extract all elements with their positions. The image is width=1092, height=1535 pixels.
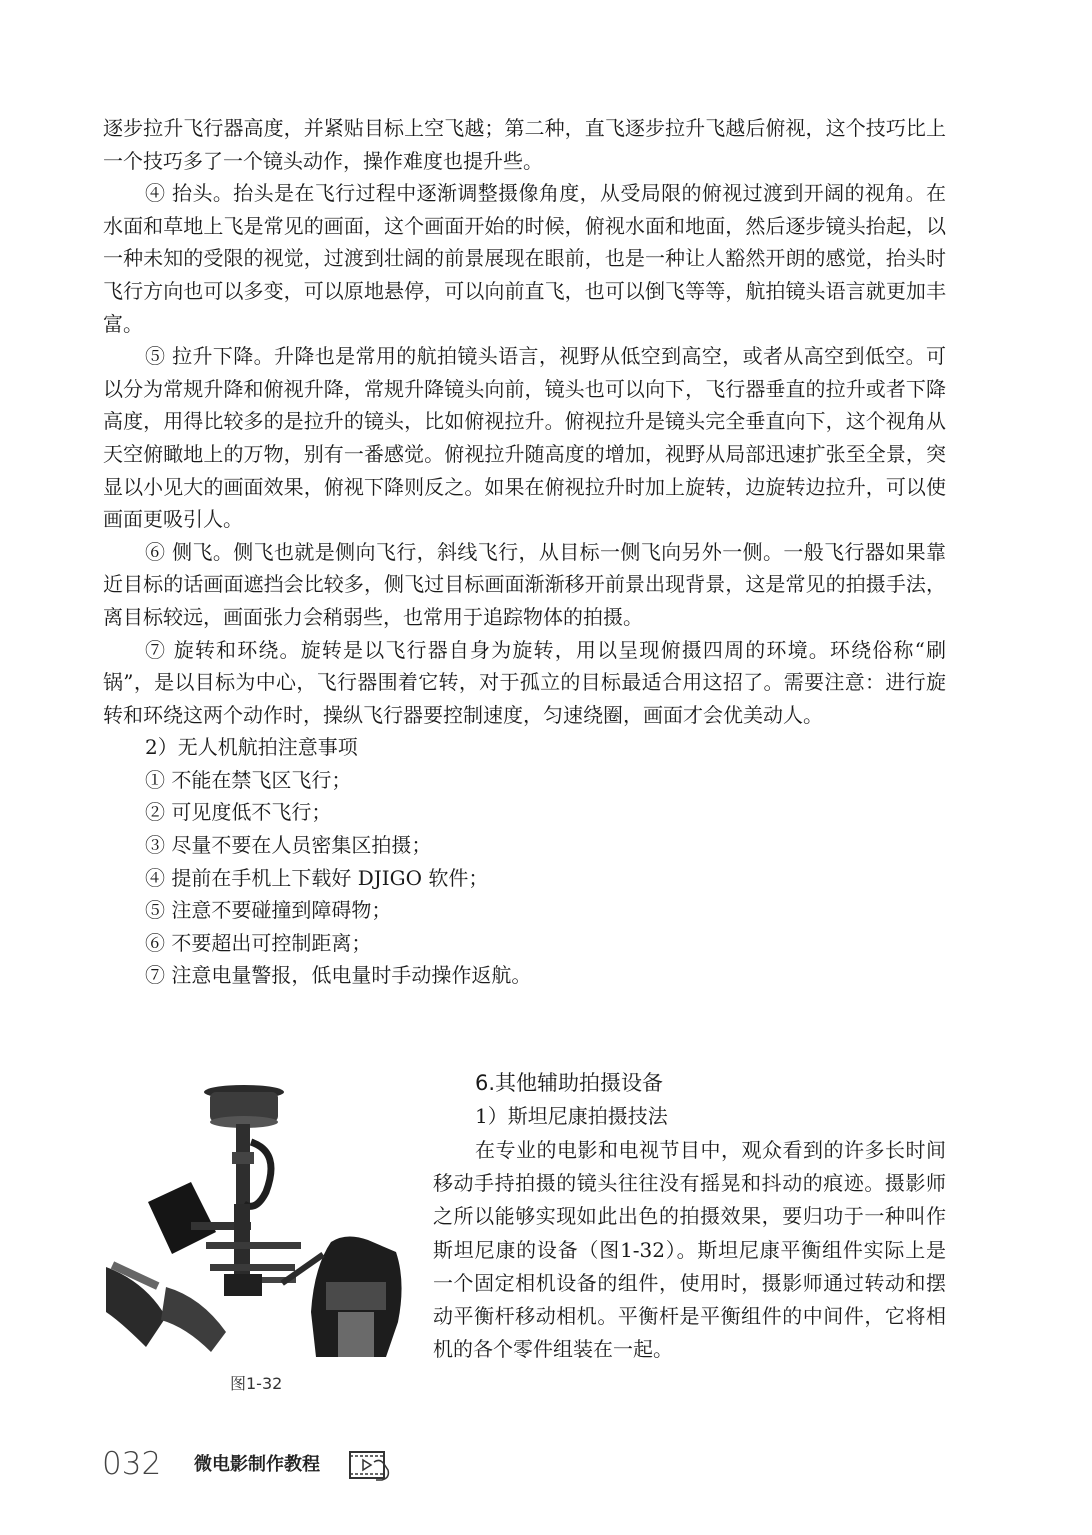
paragraph-rotate-orbit: ⑦ 旋转和环绕。旋转是以飞行器自身为旋转，用以呈现俯摄四周的环境。环绕俗称“刷锅”，是以目标为中心，飞行器围着它转，对于孤立的目标最适合用这招了。需要注意：进行旋转和环绕这两个动作时，操纵飞行器要控制速度，匀速绕圈，画面才会优美动人。 — [103, 637, 946, 727]
steadicam-figure — [106, 1082, 406, 1357]
section-heading: 6.其他辅助拍摄设备 — [475, 1071, 664, 1095]
page-number: 032 — [102, 1446, 162, 1482]
note-item: ④ 提前在手机上下载好 DJIGO 软件； — [145, 865, 489, 890]
film-play-icon — [348, 1448, 396, 1482]
note-item: ⑥ 不要超出可控制距离； — [145, 930, 372, 955]
steadicam-paragraph: 在专业的电影和电视节目中，观众看到的许多长时间移动手持拍摄的镜头往往没有摇晃和抖动的痕迹。摄影师之所以能够实现如此出色的拍摄效果，要归功于一种叫作斯坦尼康的设备（图1-32）。斯坦尼康平衡组件实际上是一个固定相机设备的组件，使用时，摄影师通过转动和摆动平衡杆移动相机。平衡杆是平衡组件的中间件，它将相机的各个零件组装在一起。 — [433, 1138, 946, 1362]
subsection-heading: 1）斯坦尼康拍摄技法 — [475, 1104, 668, 1128]
note-item: ③ 尽量不要在人员密集区拍摄； — [145, 833, 432, 858]
paragraph-side-flight: ⑥ 侧飞。侧飞也就是侧向飞行，斜线飞行，从目标一侧飞向另外一侧。一般飞行器如果靠近目标的话画面遮挡会比较多，侧飞过目标画面渐渐移开前景出现背景，这是常见的拍摄手法，离目标较远，画面张力会稍弱些，也常用于追踪物体的拍摄。 — [103, 539, 946, 629]
paragraph-continued: 逐步拉升飞行器高度，并紧贴目标上空飞越；第二种，直飞逐步拉升飞越后俯视，这个技巧比上一个技巧多了一个镜头动作，操作难度也提升些。 — [103, 116, 946, 173]
notes-heading: 2）无人机航拍注意事项 — [145, 735, 358, 760]
figure-caption: 图1-32 — [230, 1374, 283, 1393]
steadicam-text-block — [433, 1134, 946, 1366]
note-item: ⑤ 注意不要碰撞到障碍物； — [145, 898, 392, 923]
steadicam-rig-image — [106, 1082, 406, 1357]
main-text-block — [103, 112, 946, 992]
note-item: ⑦ 注意电量警报，低电量时手动操作返航。 — [145, 963, 532, 988]
book-title: 微电影制作教程 — [194, 1454, 320, 1475]
note-item: ① 不能在禁飞区飞行； — [145, 767, 352, 792]
note-item: ② 可见度低不飞行； — [145, 800, 332, 825]
paragraph-tilt-up: ④ 抬头。抬头是在飞行过程中逐渐调整摄像角度，从受局限的俯视过渡到开阔的视角。在水面和草地上飞是常见的画面，这个画面开始的时候，俯视水面和地面，然后逐步镜头抬起，以一种未知的受限的视觉，过渡到壮阔的前景展现在眼前，也是一种让人豁然开朗的感觉，抬头时飞行方向也可以多变，可以原地悬停，可以向前直飞，也可以倒飞等等，航拍镜头语言就更加丰富。 — [103, 181, 946, 336]
paragraph-rise-descend: ⑤ 拉升下降。升降也是常用的航拍镜头语言，视野从低空到高空，或者从高空到低空。可以分为常规升降和俯视升降，常规升降镜头向前，镜头也可以向下，飞行器垂直的拉升或者下降高度，用得比较多的是拉升的镜头，比如俯视拉升。俯视拉升是镜头完全垂直向下，这个视角从天空俯瞰地上的万物，别有一番感觉。俯视拉升随高度的增加，视野从局部迅速扩张至全景，突显以小见大的画面效果，俯视下降则反之。如果在俯视拉升时加上旋转，边旋转边拉升，可以使画面更吸引人。 — [103, 344, 946, 532]
